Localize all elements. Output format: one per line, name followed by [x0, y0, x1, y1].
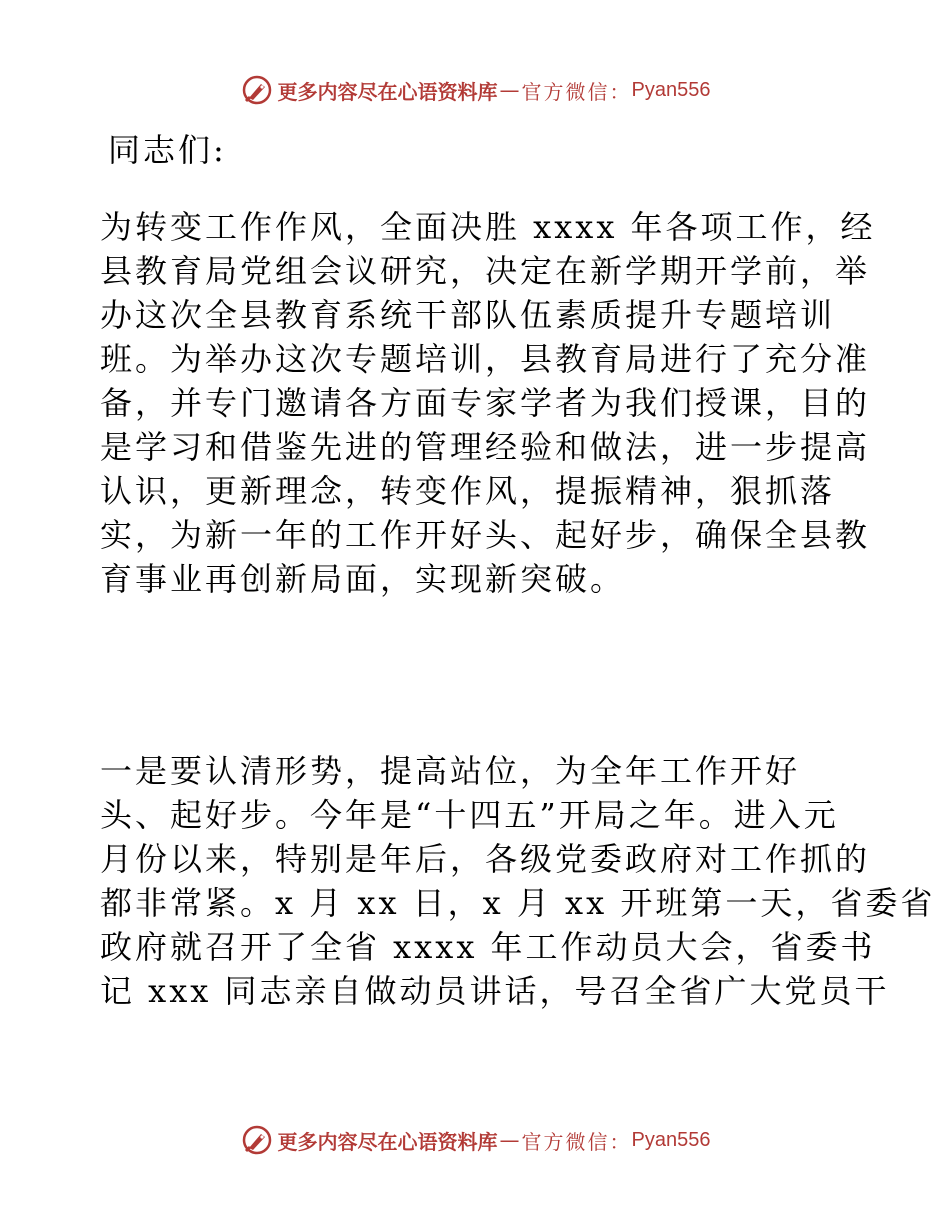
watermark-separator: —	[499, 78, 520, 102]
paragraph-line: 县教育局党组会议研究，决定在新学期开学前，举	[100, 252, 871, 290]
paragraph-line: 政府就召开了全省 xxxx 年工作动员大会，省委书	[100, 928, 876, 966]
paragraph-line: 备，并专门邀请各方面专家学者为我们授课，目的	[100, 384, 871, 422]
paragraph-line: 月份以来，特别是年后，各级党委政府对工作抓的	[100, 840, 871, 878]
watermark-wechat-id: Pyan556	[631, 1128, 711, 1151]
header-watermark	[0, 68, 950, 112]
paragraph-line: 头、起好步。今年是“十四五”开局之年。进入元	[100, 796, 839, 834]
paragraph-line: 是学习和借鉴先进的管理经验和做法，进一步提高	[100, 428, 871, 466]
paragraph-line: 记 xxx 同志亲自做动员讲话，号召全省广大党员干	[100, 972, 890, 1010]
paragraph-line: 认识，更新理念，转变作风，提振精神，狠抓落	[100, 472, 836, 510]
watermark-official: 官方微信：	[521, 1129, 632, 1154]
paragraph-line: 班。为举办这次专题培训，县教育局进行了充分准	[100, 340, 871, 378]
paragraph-line: 实，为新一年的工作开好头、起好步，确保全县教	[100, 516, 871, 554]
paragraph-line: 办这次全县教育系统干部队伍素质提升专题培训	[100, 296, 836, 334]
paragraph-2	[100, 749, 936, 1013]
watermark-separator: —	[499, 1128, 520, 1152]
watermark-brand: 更多内容尽在心语资料库	[277, 79, 498, 104]
footer-watermark	[0, 1118, 950, 1162]
watermark-brand: 更多内容尽在心语资料库	[277, 1129, 498, 1154]
salutation: 同志们:	[108, 131, 227, 169]
watermark-official: 官方微信：	[521, 79, 632, 104]
paragraph-line: 为转变工作作风，全面决胜 xxxx 年各项工作，经	[100, 208, 876, 246]
watermark-wechat-id: Pyan556	[631, 78, 711, 101]
paragraph-1	[100, 205, 876, 601]
pen-nib-logo-icon	[240, 73, 274, 107]
paragraph-line: 都非常紧。x 月 xx 日，x 月 xx 开班第一天，省委省	[100, 884, 936, 922]
pen-nib-logo-icon	[240, 1123, 274, 1157]
paragraph-line: 育事业再创新局面，实现新突破。	[100, 560, 626, 598]
paragraph-line: 一是要认清形势，提高站位，为全年工作开好	[100, 752, 801, 790]
